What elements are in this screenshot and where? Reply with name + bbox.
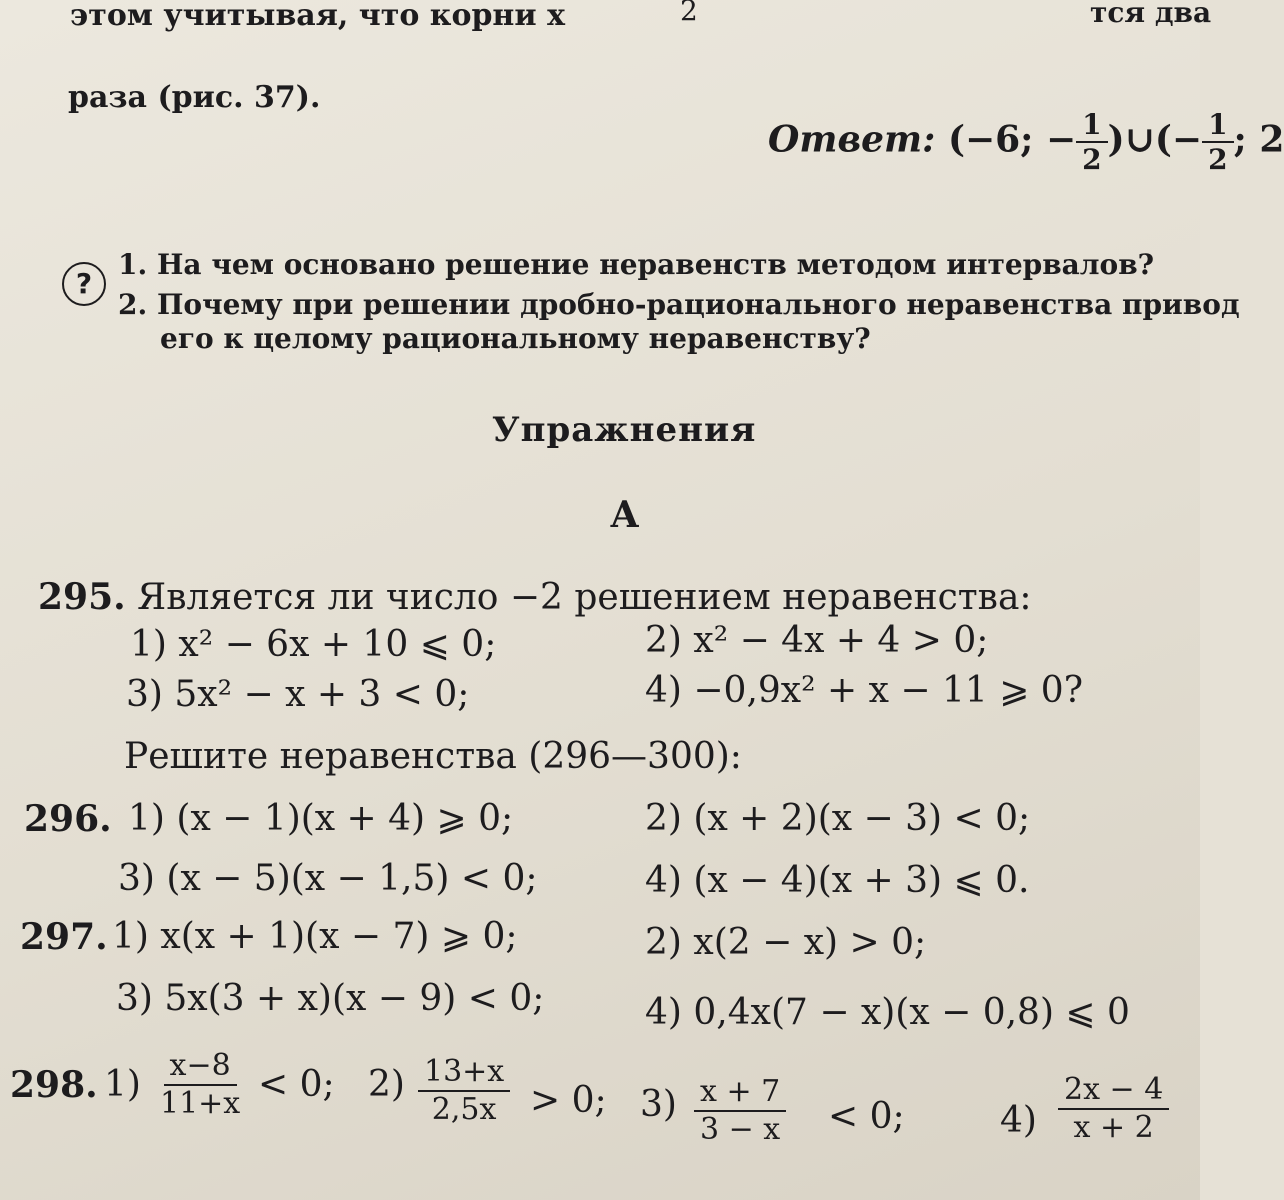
- exercise-298-fraction-2: [418, 1056, 510, 1125]
- exercise-298-fraction-1: [154, 1050, 246, 1119]
- exercise-298-label-2: 2): [368, 1064, 405, 1105]
- exercise-298-after-3: < 0;: [828, 1096, 905, 1137]
- exercise-296-item-4: 4) (x − 4)(x + 3) ⩽ 0.: [645, 860, 1030, 901]
- top-line-2: раза (рис. 37).: [68, 80, 321, 115]
- exercise-297-item-3: 3) 5x(3 + x)(x − 9) < 0;: [116, 978, 545, 1019]
- exercise-298-fraction-4: [1058, 1074, 1169, 1143]
- exercise-297-item-1: 1) x(x + 1)(x − 7) ⩾ 0;: [112, 916, 518, 957]
- question-icon: ?: [62, 262, 106, 306]
- exercise-295-text: Является ли число −2 решением неравенства:: [137, 577, 1032, 618]
- answer-part-1: (−6; −: [947, 118, 1077, 161]
- exercise-298-label-3: 3): [640, 1084, 677, 1125]
- fraction-1-numerator: x−8: [164, 1050, 237, 1086]
- fraction-1: [154, 1050, 246, 1119]
- answer-fraction-1: [1076, 110, 1107, 175]
- exercise-297-item-2: 2) x(2 − x) > 0;: [645, 922, 927, 963]
- exercise-297-item-4: 4) 0,4x(7 − x)(x − 0,8) ⩽ 0: [645, 992, 1130, 1033]
- top-line-1: этом учитывая, что корни x: [70, 0, 565, 33]
- answer-fraction-1-denominator: 2: [1082, 143, 1102, 177]
- exercise-296-item-1: 1) (x − 1)(x + 4) ⩾ 0;: [128, 798, 514, 839]
- exercise-296-number: 296.: [24, 798, 112, 840]
- answer-fraction-2-denominator: 2: [1208, 143, 1228, 177]
- answer-label: Ответ:: [768, 118, 936, 161]
- fraction-4-numerator: 2x − 4: [1058, 1074, 1169, 1110]
- question-1: 1. На чем основано решение неравенств методом интервалов?: [118, 248, 1155, 281]
- answer-fraction-2-numerator: 1: [1202, 110, 1233, 143]
- exercise-295-header: [38, 576, 1032, 618]
- exercise-295-number: 295.: [38, 576, 126, 618]
- exercise-298-number: 298.: [10, 1064, 98, 1106]
- answer-tail: ; 2: [1233, 118, 1284, 161]
- exercise-298-label-4: 4): [1000, 1100, 1037, 1141]
- top-line-1-tail: тся два: [1090, 0, 1212, 29]
- exercise-298-label-1: 1): [104, 1064, 141, 1105]
- fraction-2-numerator: 13+x: [418, 1056, 510, 1092]
- fraction-4-denominator: x + 2: [1073, 1109, 1154, 1145]
- answer-line: [768, 110, 1284, 175]
- question-2-continued: его к целому рациональному неравенству?: [160, 322, 871, 355]
- fraction-3: [694, 1076, 786, 1145]
- question-2: 2. Почему при решении дробно-рационального неравенства привод: [118, 288, 1240, 321]
- answer-fraction-2: [1202, 110, 1233, 175]
- fraction-1-denominator: 11+x: [160, 1085, 241, 1121]
- exercise-295-item-2: 2) x² − 4x + 4 > 0;: [645, 620, 989, 661]
- section-level: А: [610, 494, 640, 536]
- fraction-3-denominator: 3 − x: [700, 1111, 781, 1147]
- exercise-298-after-1: < 0;: [258, 1064, 335, 1105]
- fraction-4: [1058, 1074, 1169, 1143]
- fraction-2: [418, 1056, 510, 1125]
- exercise-295-item-3: 3) 5x² − x + 3 < 0;: [126, 674, 470, 715]
- instruction: Решите неравенства (296—300):: [124, 736, 742, 777]
- exercise-296-item-2: 2) (x + 2)(x − 3) < 0;: [645, 798, 1031, 839]
- top-line-1-exponent: 2: [680, 0, 698, 27]
- exercise-296-item-3: 3) (x − 5)(x − 1,5) < 0;: [118, 858, 538, 899]
- exercise-295-item-4: 4) −0,9x² + x − 11 ⩾ 0?: [645, 670, 1084, 711]
- section-title: Упражнения: [492, 410, 757, 450]
- fraction-2-denominator: 2,5x: [431, 1091, 497, 1127]
- exercise-297-number: 297.: [20, 916, 108, 958]
- exercise-295-item-1: 1) x² − 6x + 10 ⩽ 0;: [130, 624, 497, 665]
- fraction-3-numerator: x + 7: [694, 1076, 786, 1112]
- answer-fraction-1-numerator: 1: [1076, 110, 1107, 143]
- exercise-298-fraction-3: [694, 1076, 786, 1145]
- exercise-298-after-2: > 0;: [530, 1080, 607, 1121]
- answer-union: )∪(−: [1107, 118, 1203, 161]
